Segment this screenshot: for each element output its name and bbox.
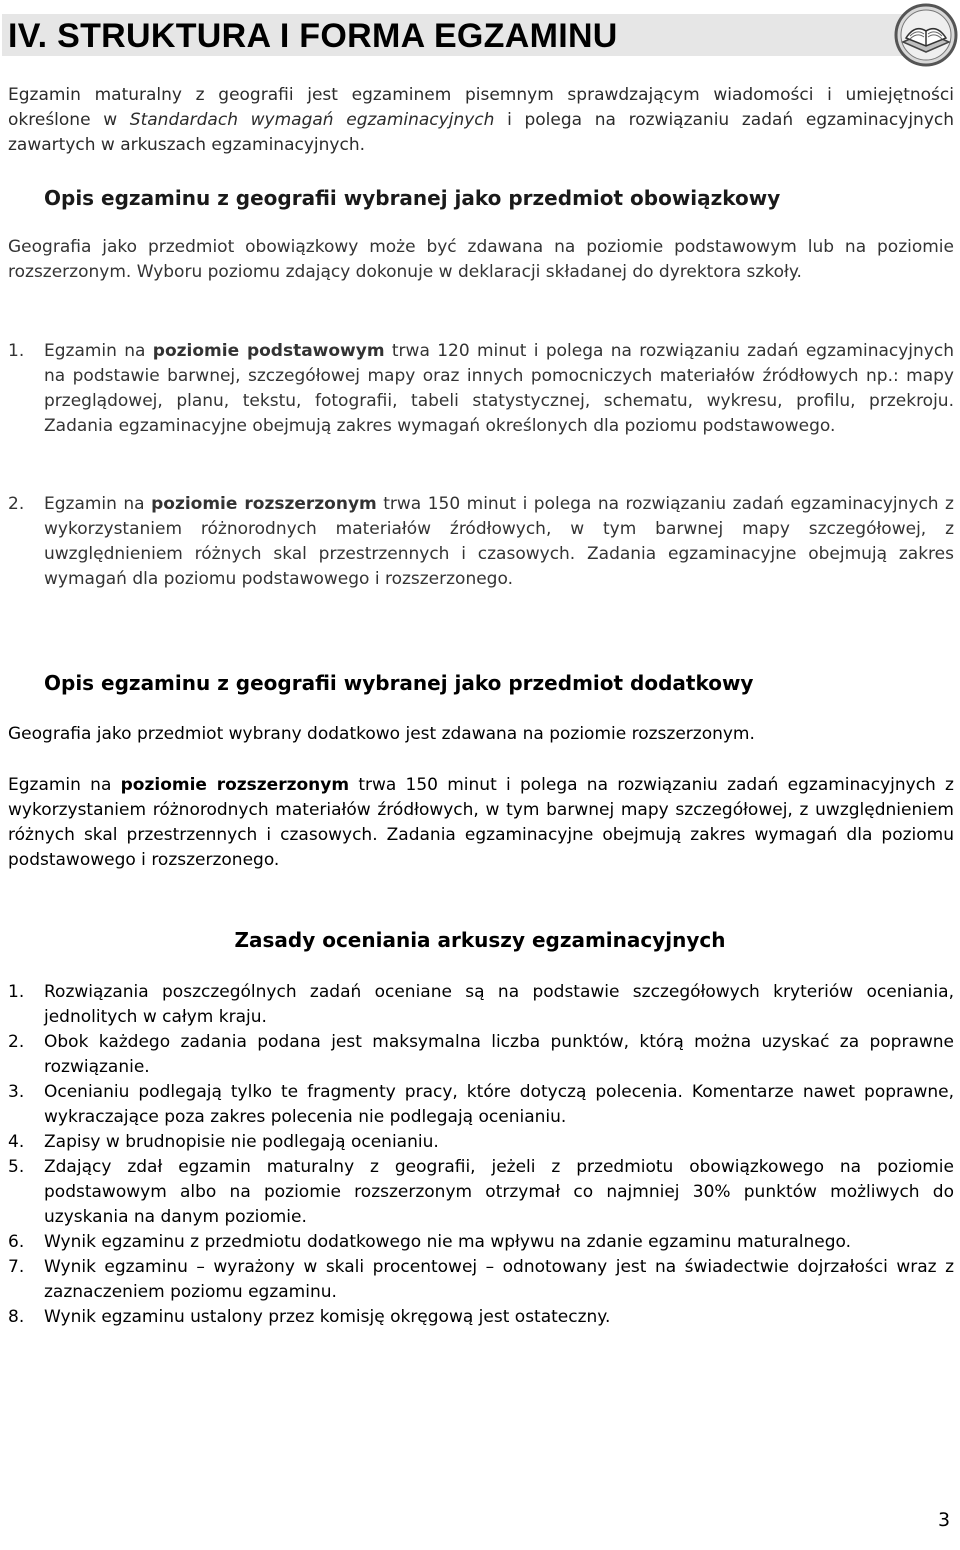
list-number: 1. (8, 982, 25, 1002)
section-heading-rules: Zasady oceniania arkuszy egzaminacyjnych (234, 928, 726, 952)
list-text: Egzamin na poziomie rozszerzonym trwa 150 minut i polega na rozwiązaniu zadań egzaminacyjnych z wykorzystaniem różnorodnych materiałów źródłowych, w tym barwnej mapy szczegółowej, z uwzględnieniem różnych skal przestrzennych i czasowych. Zadania egzaminacyjne obejmują zakres wymagań dla poziomu podstawowego i rozszerzonego. (44, 494, 954, 589)
list-text: Egzamin na poziomie podstawowym trwa 120 minut i polega na rozwiązaniu zadań egzaminacyjnych na podstawie barwnej, szczegółowej mapy oraz innych pomocniczych materiałów źródłowych np.: mapy przeglądowej, planu, tekstu, fotografii, tabeli statystycznej, schematu, wykresu, profilu, przekroju. Zadania egzaminacyjne obejmują zakres wymagań określonych dla poziomu podstawowego. (44, 341, 954, 436)
list-number: 6. (8, 1232, 25, 1252)
list-text: Zapisy w brudnopisie nie podlegają ocenianiu. (44, 1132, 439, 1152)
list-number: 8. (8, 1307, 25, 1327)
list-number: 7. (8, 1257, 25, 1277)
rules-list (8, 980, 954, 1330)
list-number: 2. (8, 494, 25, 514)
additional-paragraph-2: Egzamin na poziomie rozszerzonym trwa 150 minut i polega na rozwiązaniu zadań egzaminacyjnych z wykorzystaniem różnorodnych materiałów źródłowych, w tym barwnej mapy szczegółowej, z uwzględnieniem różnych skal przestrzennych i czasowych. Zadania egzaminacyjne obejmują zakres wymagań dla poziomu podstawowego i rozszerzonego. (8, 775, 954, 870)
list-item (8, 980, 954, 1030)
list-number: 2. (8, 1032, 25, 1052)
list-item (8, 492, 954, 592)
list-number: 4. (8, 1132, 25, 1152)
page-number: 3 (938, 1509, 951, 1531)
intro-paragraph: Egzamin maturalny z geografii jest egzaminem pisemnym sprawdzającym wiadomości i umiejętności określone w Standardach wymagań egzaminacyjnych i polega na rozwiązaniu zadań egzaminacyjnych zawartych w arkuszach egzaminacyjnych. (8, 85, 955, 155)
list-item (8, 1130, 954, 1155)
page-title: IV. STRUKTURA I FORMA EGZAMINU (8, 17, 618, 55)
list-number: 3. (8, 1082, 25, 1102)
section-heading-additional: Opis egzaminu z geografii wybranej jako przedmiot dodatkowy (44, 671, 754, 695)
list-item (8, 1230, 954, 1255)
list-item (8, 1155, 954, 1230)
list-item (8, 1255, 954, 1305)
list-text: Wynik egzaminu – wyrażony w skali procentowej – odnotowany jest na świadectwie dojrzałości wraz z zaznaczeniem poziomu egzaminu. (44, 1257, 954, 1302)
list-text: Obok każdego zadania podana jest maksymalna liczba punktów, którą można uzyskać za poprawne rozwiązanie. (44, 1032, 954, 1077)
list-text: Ocenianiu podlegają tylko te fragmenty pracy, które dotyczą polecenia. Komentarze nawet poprawne, wykraczające poza zakres polecenia nie podlegają ocenianiu. (44, 1082, 954, 1127)
list-item (8, 1305, 954, 1330)
list-text: Zdający zdał egzamin maturalny z geografii, jeżeli z przedmiotu obowiązkowego na poziomie podstawowym albo na poziomie rozszerzonym otrzymał co najmniej 30% punktów możliwych do uzyskania na danym poziomie. (44, 1157, 954, 1227)
list-item (8, 339, 954, 439)
list-item (8, 1080, 954, 1130)
list-text: Rozwiązania poszczególnych zadań oceniane są na podstawie szczegółowych kryteriów oceniania, jednolitych w całym kraju. (44, 982, 954, 1027)
additional-paragraph-1: Geografia jako przedmiot wybrany dodatkowo jest zdawana na poziomie rozszerzonym. (8, 724, 755, 744)
section-heading-mandatory: Opis egzaminu z geografii wybranej jako przedmiot obowiązkowy (44, 186, 781, 210)
list-text: Wynik egzaminu z przedmiotu dodatkowego nie ma wpływu na zdanie egzaminu maturalnego. (44, 1232, 852, 1252)
list-text: Wynik egzaminu ustalony przez komisję okręgową jest ostateczny. (44, 1307, 611, 1327)
mandatory-paragraph: Geografia jako przedmiot obowiązkowy może być zdawana na poziomie podstawowym lub na poziomie rozszerzonym. Wyboru poziomu zdający dokonuje w deklaracji składanej do dyrektora szkoły. (8, 237, 954, 282)
list-number: 5. (8, 1157, 25, 1177)
list-number: 1. (8, 341, 25, 361)
book-icon (893, 2, 959, 68)
list-item (8, 1030, 954, 1080)
